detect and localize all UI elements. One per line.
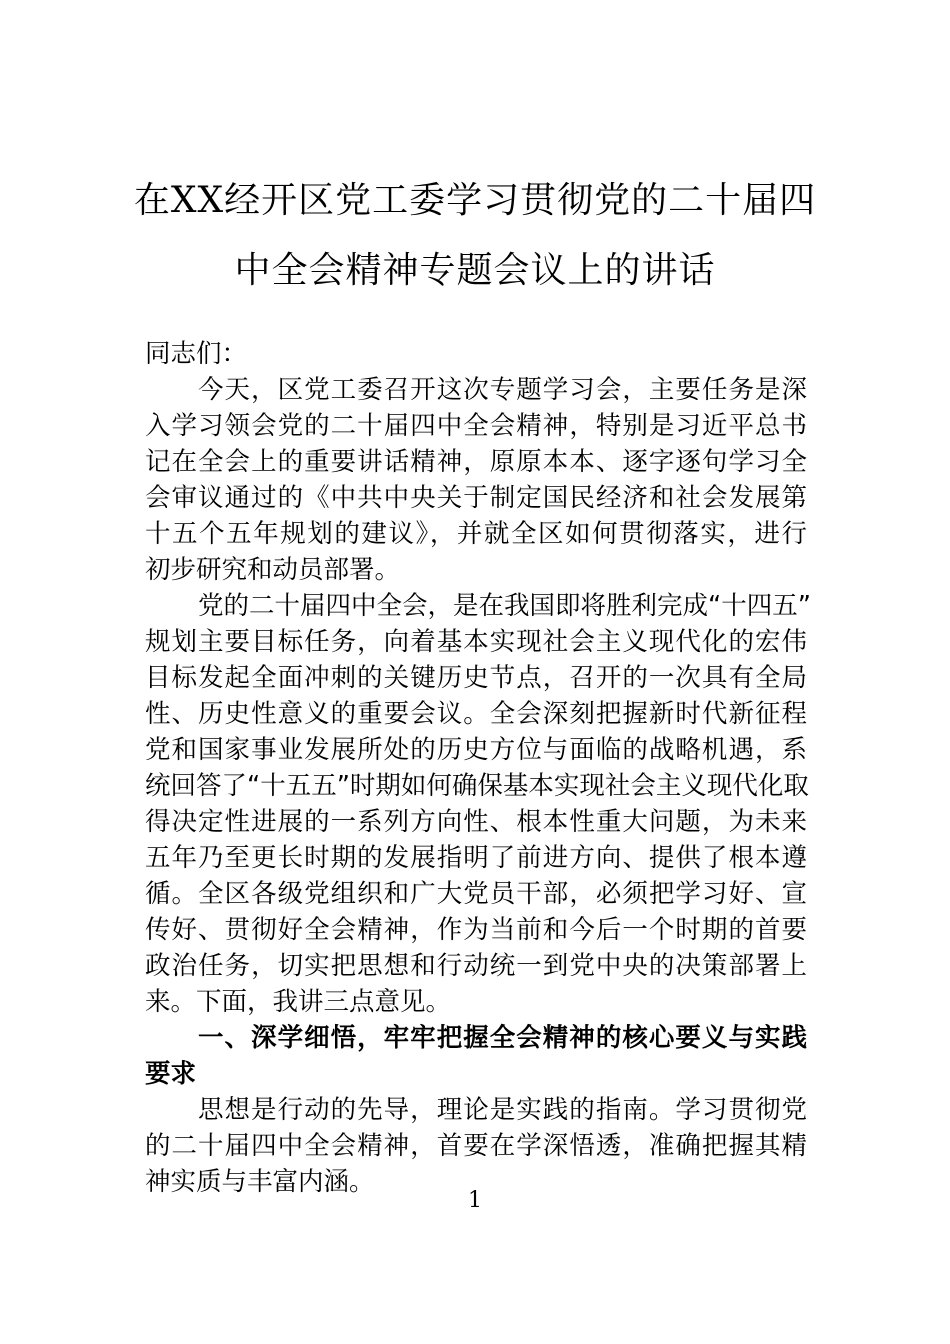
section-heading-line: 一、深学细悟，牢牢把握全会精神的核心要义与实践 [198, 1023, 807, 1053]
section-heading-line: 要求 [145, 1059, 197, 1089]
paragraph-line: 记在全会上的重要讲话精神，原原本本、逐字逐句学习全 [145, 447, 807, 477]
paragraph-line: 党和国家事业发展所处的历史方位与面临的战略机遇，系 [145, 735, 807, 765]
paragraph [145, 1092, 807, 1200]
paragraph [145, 336, 807, 372]
paragraph-line: 十五个五年规划的建议》，并就全区如何贯彻落实，进行 [145, 519, 807, 549]
paragraph-line: 传好、贯彻好全会精神，作为当前和今后一个时期的首要 [145, 915, 807, 945]
paragraph-line: 初步研究和动员部署。 [145, 555, 401, 585]
paragraph-line: 的二十届四中全会精神，首要在学深悟透，准确把握其精 [145, 1131, 807, 1161]
paragraph-line: 同志们： [145, 339, 248, 369]
paragraph-line: 党的二十届四中全会，是在我国即将胜利完成“十四五” [198, 591, 811, 621]
paragraph [145, 372, 807, 588]
paragraph-line: 目标发起全面冲刺的关键历史节点，召开的一次具有全局 [145, 663, 807, 693]
paragraph-line: 会审议通过的《中共中央关于制定国民经济和社会发展第 [145, 483, 807, 513]
paragraph-line: 循。全区各级党组织和广大党员干部，必须把学习好、宣 [145, 879, 807, 909]
paragraph-line: 来。下面，我讲三点意见。 [145, 987, 452, 1017]
paragraph-line: 政治任务，切实把思想和行动统一到党中央的决策部署上 [145, 951, 807, 981]
document-body [145, 336, 811, 1200]
document-title-line-2: 中全会精神专题会议上的讲话 [234, 250, 716, 291]
paragraph-line: 性、历史性意义的重要会议。全会深刻把握新时代新征程 [145, 699, 807, 729]
page-number: 1 [468, 1188, 482, 1213]
paragraph [145, 1020, 807, 1092]
paragraph-line: 得决定性进展的一系列方向性、根本性重大问题，为未来 [145, 807, 807, 837]
paragraph-line: 神实质与丰富内涵。 [145, 1167, 375, 1197]
paragraph [145, 588, 811, 1020]
paragraph-line: 统回答了“十五五”时期如何确保基本实现社会主义现代化取 [145, 771, 809, 801]
paragraph-line: 规划主要目标任务，向着基本实现社会主义现代化的宏伟 [145, 627, 807, 657]
document-title-line-1: 在XX经开区党工委学习贯彻党的二十届四 [133, 180, 817, 221]
paragraph-line: 五年乃至更长时期的发展指明了前进方向、提供了根本遵 [145, 843, 807, 873]
paragraph-line: 今天，区党工委召开这次专题学习会，主要任务是深 [198, 375, 807, 405]
paragraph-line: 思想是行动的先导，理论是实践的指南。学习贯彻党 [198, 1095, 807, 1125]
paragraph-line: 入学习领会党的二十届四中全会精神，特别是习近平总书 [145, 411, 807, 441]
